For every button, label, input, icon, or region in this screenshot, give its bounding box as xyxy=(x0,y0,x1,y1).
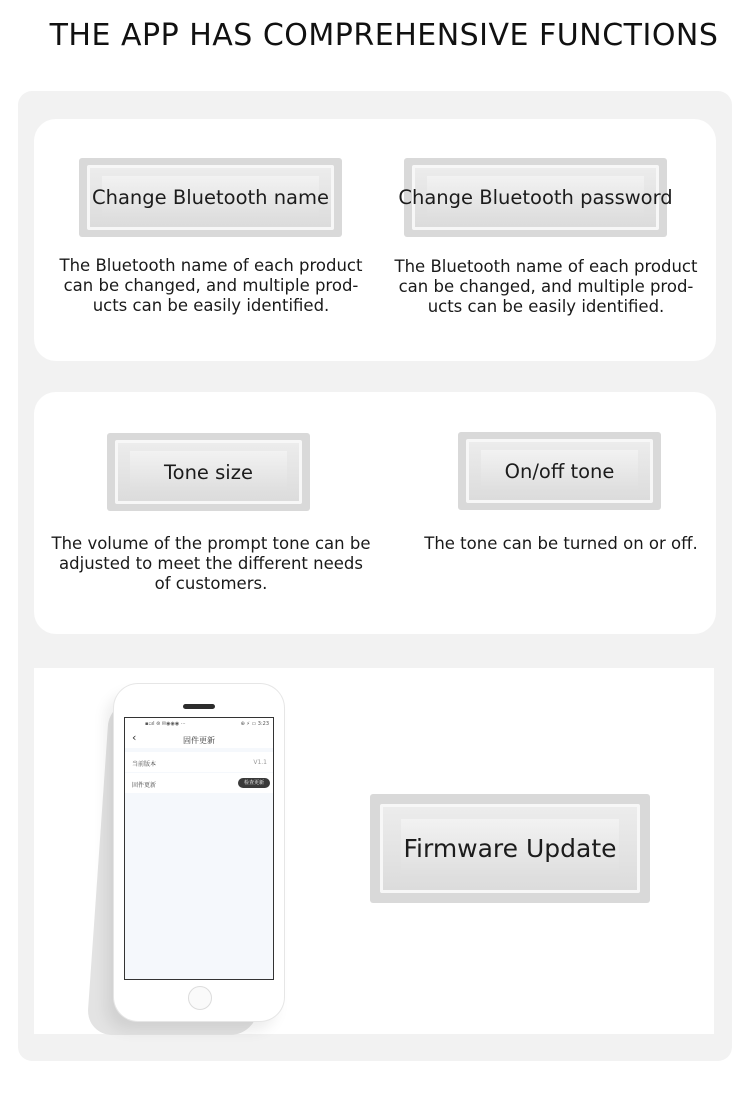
back-arrow-icon[interactable]: ‹ xyxy=(132,731,137,744)
tone-settings-card xyxy=(34,392,716,634)
description-line: of customers. xyxy=(154,574,268,593)
status-icons-right: ⊕ ⚡ ▭ 3:23 xyxy=(240,721,269,727)
description-line: adjusted to meet the different needs xyxy=(59,554,363,573)
firmware-update-label: Firmware Update xyxy=(403,834,617,863)
screen-title: 固件更新 xyxy=(183,736,215,745)
description-line: The volume of the prompt tone can be xyxy=(51,534,371,553)
bluetooth-settings-card xyxy=(34,119,716,361)
firmware-update-row xyxy=(125,773,273,793)
firmware-update-badge xyxy=(370,794,650,903)
description-line: The Bluetooth name of each product xyxy=(59,256,363,275)
description-line: ucts can be easily identified. xyxy=(427,297,665,316)
onoff-tone-badge xyxy=(458,432,661,510)
current-version-row xyxy=(125,752,273,772)
change-bluetooth-password-badge xyxy=(398,158,673,237)
page-title: THE APP HAS COMPREHENSIVE FUNCTIONS xyxy=(49,18,719,53)
change-bluetooth-name-description xyxy=(50,256,372,316)
change-bluetooth-name-badge xyxy=(79,158,342,237)
check-update-button[interactable]: 检查更新 xyxy=(238,778,270,788)
change-bluetooth-name-label: Change Bluetooth name xyxy=(91,186,330,209)
tone-size-description xyxy=(50,534,372,594)
firmware-update-row-label: 固件更新 xyxy=(132,782,157,789)
change-bluetooth-password-description xyxy=(385,257,707,317)
onoff-tone-label: On/off tone xyxy=(504,459,615,483)
description-line: The tone can be turned on or off. xyxy=(424,534,698,553)
description-line: ucts can be easily identified. xyxy=(92,296,330,315)
phone-screen xyxy=(124,717,274,980)
description-line: can be changed, and multiple prod- xyxy=(398,277,694,296)
onoff-tone-description xyxy=(400,534,722,554)
description-line: The Bluetooth name of each product xyxy=(394,257,698,276)
home-button[interactable] xyxy=(188,986,212,1010)
phone-speaker xyxy=(183,704,215,709)
current-version-value: V1.1 xyxy=(253,759,267,766)
current-version-label: 当前版本 xyxy=(132,761,157,768)
tone-size-badge xyxy=(107,433,310,511)
description-line: can be changed, and multiple prod- xyxy=(63,276,359,295)
tone-size-label: Tone size xyxy=(164,460,253,484)
phone-mockup xyxy=(114,684,284,1021)
status-bar xyxy=(125,718,273,730)
screen-nav-bar xyxy=(125,730,273,748)
status-icons-left: ▪▫ıl ⊜ ✉◉◉◉ ··· xyxy=(145,721,186,727)
change-bluetooth-password-label: Change Bluetooth password xyxy=(398,186,673,209)
